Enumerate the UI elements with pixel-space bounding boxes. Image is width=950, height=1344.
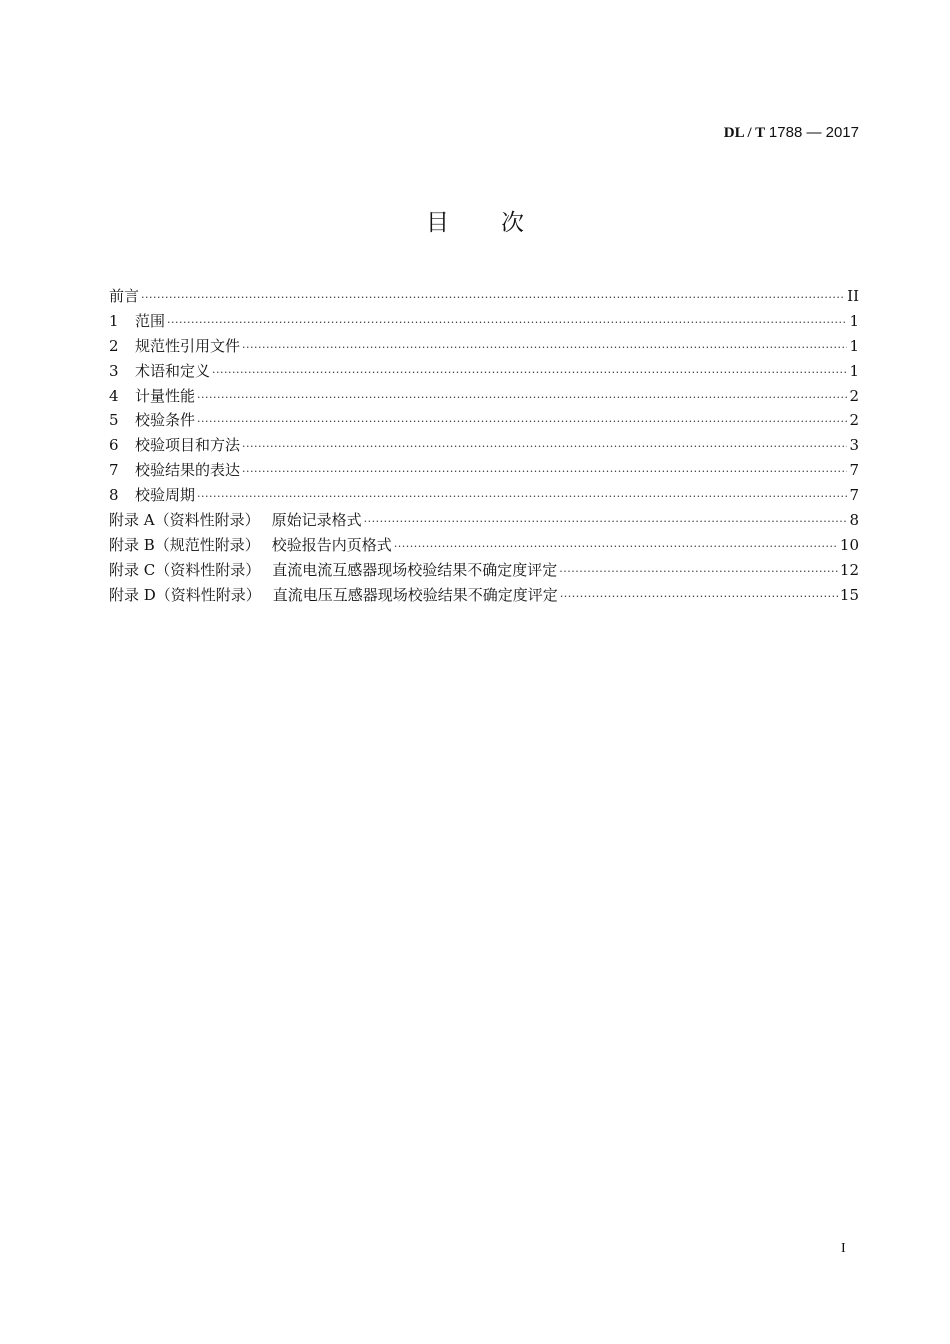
toc-entry-2[interactable] xyxy=(109,334,859,359)
title-char-2: 次 xyxy=(501,210,524,236)
toc-entry-label: 规范性引用文件 xyxy=(135,336,241,355)
toc-leader-dots xyxy=(394,535,838,560)
toc-entry-page: 7 xyxy=(849,486,859,505)
appendix-title: 直流电流互感器现场校验结果不确定度评定 xyxy=(272,560,558,579)
toc-entry-appendix-d[interactable] xyxy=(109,583,859,608)
toc-entry-number: 1 xyxy=(109,311,119,330)
toc-entry-page: 15 xyxy=(839,585,859,604)
toc-entry-label xyxy=(109,583,558,608)
appendix-prefix: 附录 D（资料性附录） xyxy=(109,585,261,604)
toc-entry-8[interactable] xyxy=(109,483,859,508)
toc-entry-page: 2 xyxy=(849,386,859,405)
toc-leader-dots xyxy=(197,485,847,510)
toc-entry-label: 校验条件 xyxy=(135,411,196,430)
toc-entry-page: 12 xyxy=(839,560,859,579)
page-number: I xyxy=(841,1241,846,1256)
toc-entry-page: 8 xyxy=(849,511,859,530)
toc-leader-dots xyxy=(559,560,838,585)
toc-entry-page: 10 xyxy=(839,535,859,554)
toc-entry-number: 5 xyxy=(109,411,119,430)
toc-entry-number: 6 xyxy=(109,436,119,455)
toc-entry-label xyxy=(109,533,392,558)
toc-leader-dots xyxy=(197,386,847,411)
toc-entry-page: 1 xyxy=(849,361,859,380)
toc-entry-page: 1 xyxy=(849,336,859,355)
standard-prefix: DL / T xyxy=(723,125,766,141)
toc-leader-dots xyxy=(242,460,847,485)
standard-number: 1788 — 2017 xyxy=(768,124,859,141)
appendix-title: 校验报告内页格式 xyxy=(271,535,392,554)
toc-entry-page: 1 xyxy=(849,311,859,330)
toc-entry-appendix-c[interactable] xyxy=(109,558,859,583)
appendix-title: 原始记录格式 xyxy=(271,511,362,530)
toc-entry-appendix-a[interactable] xyxy=(109,508,859,533)
toc-leader-dots xyxy=(242,336,847,361)
standard-code xyxy=(724,124,859,142)
toc-entry-1[interactable] xyxy=(109,309,859,334)
title-char-1: 目 xyxy=(426,210,449,236)
toc-entry-page: 7 xyxy=(849,461,859,480)
toc-entry-number: 8 xyxy=(109,486,119,505)
toc-entry-7[interactable] xyxy=(109,458,859,483)
toc-leader-dots xyxy=(212,361,847,386)
toc-entry-label: 范围 xyxy=(135,311,166,330)
toc-leader-dots xyxy=(560,585,838,610)
toc-entry-label: 术语和定义 xyxy=(135,361,211,380)
table-of-contents xyxy=(109,284,859,608)
toc-entry-label: 校验周期 xyxy=(135,486,196,505)
toc-entry-number: 2 xyxy=(109,336,119,355)
toc-entry-4[interactable] xyxy=(109,384,859,409)
toc-leader-dots xyxy=(167,311,847,336)
toc-entry-page: 3 xyxy=(849,436,859,455)
toc-entry-number: 4 xyxy=(109,386,119,405)
toc-entry-page: 2 xyxy=(849,411,859,430)
toc-entry-number: 7 xyxy=(109,461,119,480)
toc-entry-foreword[interactable] xyxy=(109,284,859,309)
toc-leader-dots xyxy=(242,435,847,460)
toc-leader-dots xyxy=(141,286,845,311)
toc-entry-label xyxy=(109,558,557,583)
appendix-prefix: 附录 A（资料性附录） xyxy=(109,511,260,530)
toc-entry-number: 3 xyxy=(109,361,119,380)
toc-entry-label xyxy=(109,508,362,533)
toc-leader-dots xyxy=(364,510,848,535)
toc-entry-5[interactable] xyxy=(109,408,859,433)
toc-entry-appendix-b[interactable] xyxy=(109,533,859,558)
toc-entry-page: II xyxy=(847,287,859,305)
toc-entry-label: 前言 xyxy=(109,287,140,305)
toc-leader-dots xyxy=(197,410,847,435)
toc-entry-label: 校验项目和方法 xyxy=(135,436,241,455)
toc-entry-label: 校验结果的表达 xyxy=(135,461,241,480)
appendix-prefix: 附录 B（规范性附录） xyxy=(109,535,260,554)
toc-entry-label: 计量性能 xyxy=(135,386,196,405)
toc-entry-3[interactable] xyxy=(109,359,859,384)
appendix-prefix: 附录 C（资料性附录） xyxy=(109,560,261,579)
appendix-title: 直流电压互感器现场校验结果不确定度评定 xyxy=(272,585,558,604)
page-title xyxy=(0,204,950,237)
toc-entry-6[interactable] xyxy=(109,433,859,458)
